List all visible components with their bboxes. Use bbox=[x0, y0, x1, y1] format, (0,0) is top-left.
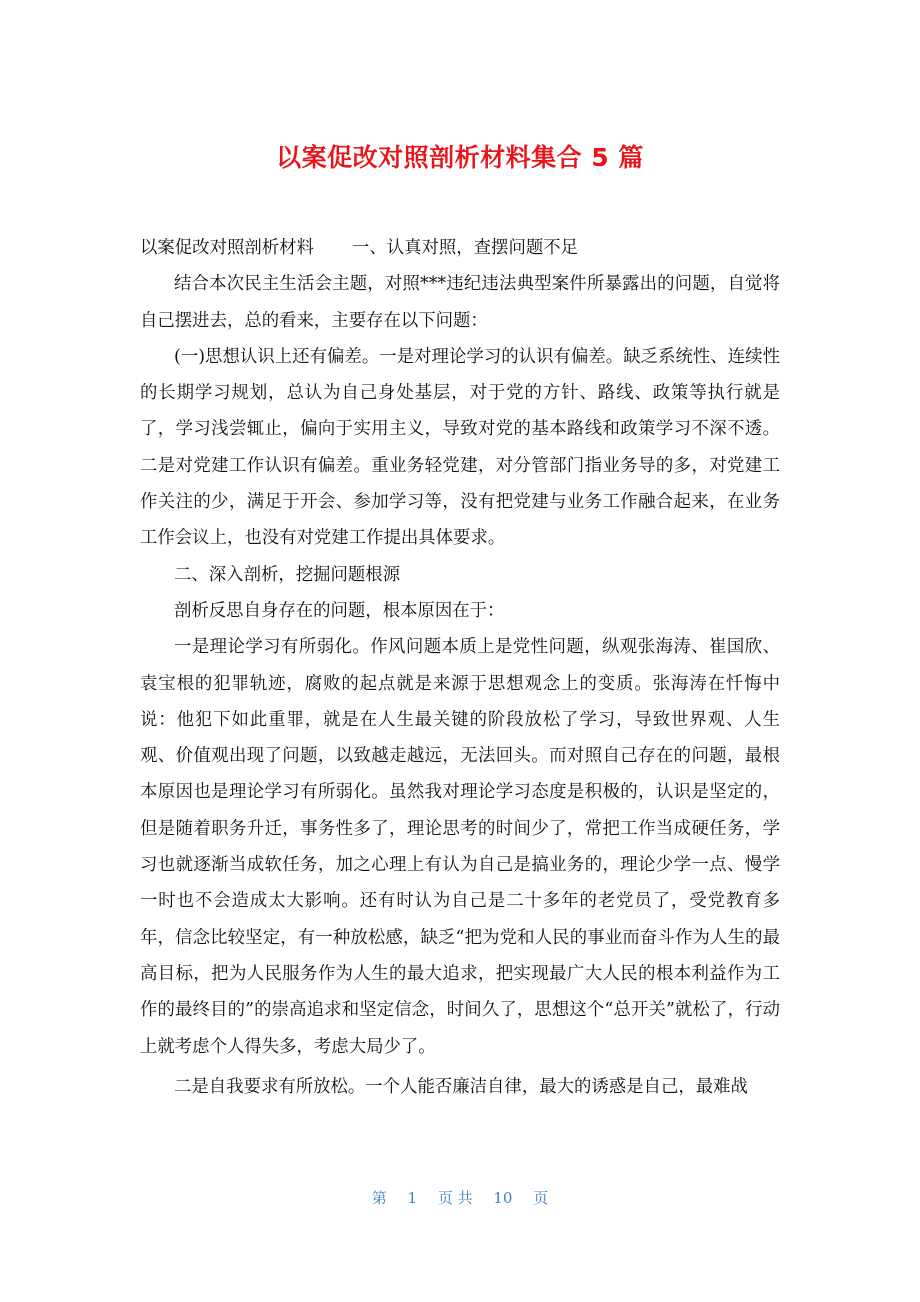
paragraph: 一是理论学习有所弱化。作风问题本质上是党性问题，纵观张海涛、崔国欣、袁宝根的犯罪轨迹，腐败的起点就是来源于思想观念上的变质。张海涛在忏悔中说：他犯下如此重罪，就是在人生最关键的阶段放松了学习，导致世界观、人生观、价值观出现了问题，以致越走越远，无法回头。而对照自己存在的问题，最根本原因也是理论学习有所弱化。虽然我对理论学习态度是积极的，认识是坚定的，但是随着职务升迁，事务性多了，理论思考的时间少了，常把工作当成硬任务，学习也就逐渐当成软任务，加之心理上有认为自己是搞业务的，理论少学一点、慢学一时也不会造成太大影响。还有时认为自己是二十多年的老党员了，受党教育多年，信念比较坚定，有一种放松感，缺乏“把为党和人民的事业而奋斗作为人生的最高目标，把为人民服务作为人生的最大追求，把实现最广大人民的根本利益作为工作的最终目的”的崇高追求和坚定信念，时间久了，思想这个“总开关”就松了，行动上就考虑个人得失多，考虑大局少了。 bbox=[140, 637, 780, 1057]
intro-right-text: 一、认真对照，查摆问题不足 bbox=[351, 238, 579, 258]
footer-current-page: 1 bbox=[407, 1189, 418, 1207]
intro-line bbox=[140, 230, 780, 266]
paragraph: 结合本次民主生活会主题，对照***违纪违法典型案件所暴露出的问题，自觉将自己摆进去，总的看来，主要存在以下问题： bbox=[140, 274, 780, 331]
paragraph: 剖析反思自身存在的问题，根本原因在于： bbox=[174, 600, 505, 621]
document-body bbox=[140, 230, 780, 1105]
section-heading: 二、深入剖析，挖掘问题根源 bbox=[174, 564, 401, 585]
paragraph: 二是自我要求有所放松。一个人能否廉洁自律，最大的诱惑是自己，最难战 bbox=[174, 1076, 748, 1097]
document-title: 以案促改对照剖析材料集合 5 篇 bbox=[276, 143, 644, 172]
footer-label-ye: 页 bbox=[533, 1189, 549, 1207]
footer-total-pages: 10 bbox=[493, 1189, 513, 1207]
paragraph: (一)思想认识上还有偏差。一是对理论学习的认识有偏差。缺乏系统性、连续性的长期学习规划，总认为自己身处基层，对于党的方针、路线、政策等执行就是了，学习浅尝辄止，偏向于实用主义，导致对党的基本路线和政策学习不深不透。二是对党建工作认识有偏差。重业务轻党建，对分管部门指业务导的多，对党建工作关注的少，满足于开会、参加学习等，没有把党建与业务工作融合起来，在业务工作会议上，也没有对党建工作提出具体要求。 bbox=[140, 346, 780, 549]
intro-left-text: 以案促改对照剖析材料 bbox=[140, 238, 314, 258]
footer-label-ye-gong: 页 共 bbox=[437, 1189, 473, 1207]
page-footer bbox=[0, 1187, 920, 1208]
footer-label-di: 第 bbox=[371, 1189, 387, 1207]
